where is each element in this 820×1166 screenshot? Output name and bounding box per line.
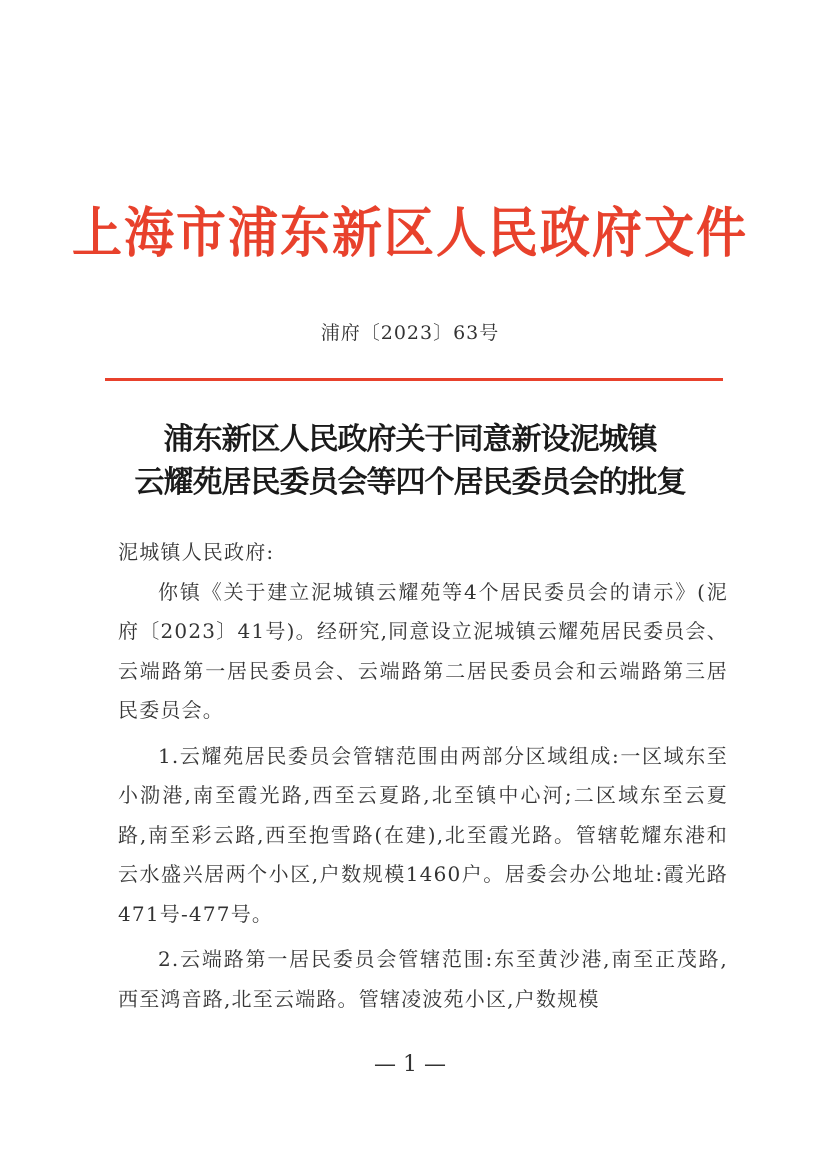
salutation: 泥城镇人民政府: [118, 540, 275, 564]
page-number: — 1 — [374, 1052, 446, 1077]
document-masthead: 上海市浦东新区人民政府文件 [72, 200, 748, 265]
title-line-2: 云耀苑居民委员会等四个居民委员会的批复 [134, 465, 686, 500]
document-number: 浦府〔2023〕63号 [320, 322, 500, 344]
document-title [0, 418, 820, 504]
body-item-1: 1.云耀苑居民委员会管辖范围由两部分区域组成:一区域东至小泐港,南至霞光路,西至云夏路,北至镇中心河;二区域东至云夏路,南至彩云路,西至抱雪路(在建),北至霞光路。管辖乾耀东港和云水盛兴居两个小区,户数规模1460户。居委会办公地址:霞光路471号-477号。 [118, 743, 728, 926]
document-body [118, 533, 728, 1019]
title-line-1: 浦东新区人民政府关于同意新设泥城镇 [163, 422, 657, 457]
body-paragraph-1: 你镇《关于建立泥城镇云耀苑等4个居民委员会的请示》(泥府〔2023〕41号)。经研究,同意设立泥城镇云耀苑居民委员会、云端路第一居民委员会、云端路第二居民委员会和云端路第三居民委员会。 [118, 579, 728, 722]
red-divider-line [105, 378, 723, 381]
body-item-2: 2.云端路第一居民委员会管辖范围:东至黄沙港,南至正茂路,西至鸿音路,北至云端路。管辖凌波苑小区,户数规模 [118, 947, 728, 1011]
